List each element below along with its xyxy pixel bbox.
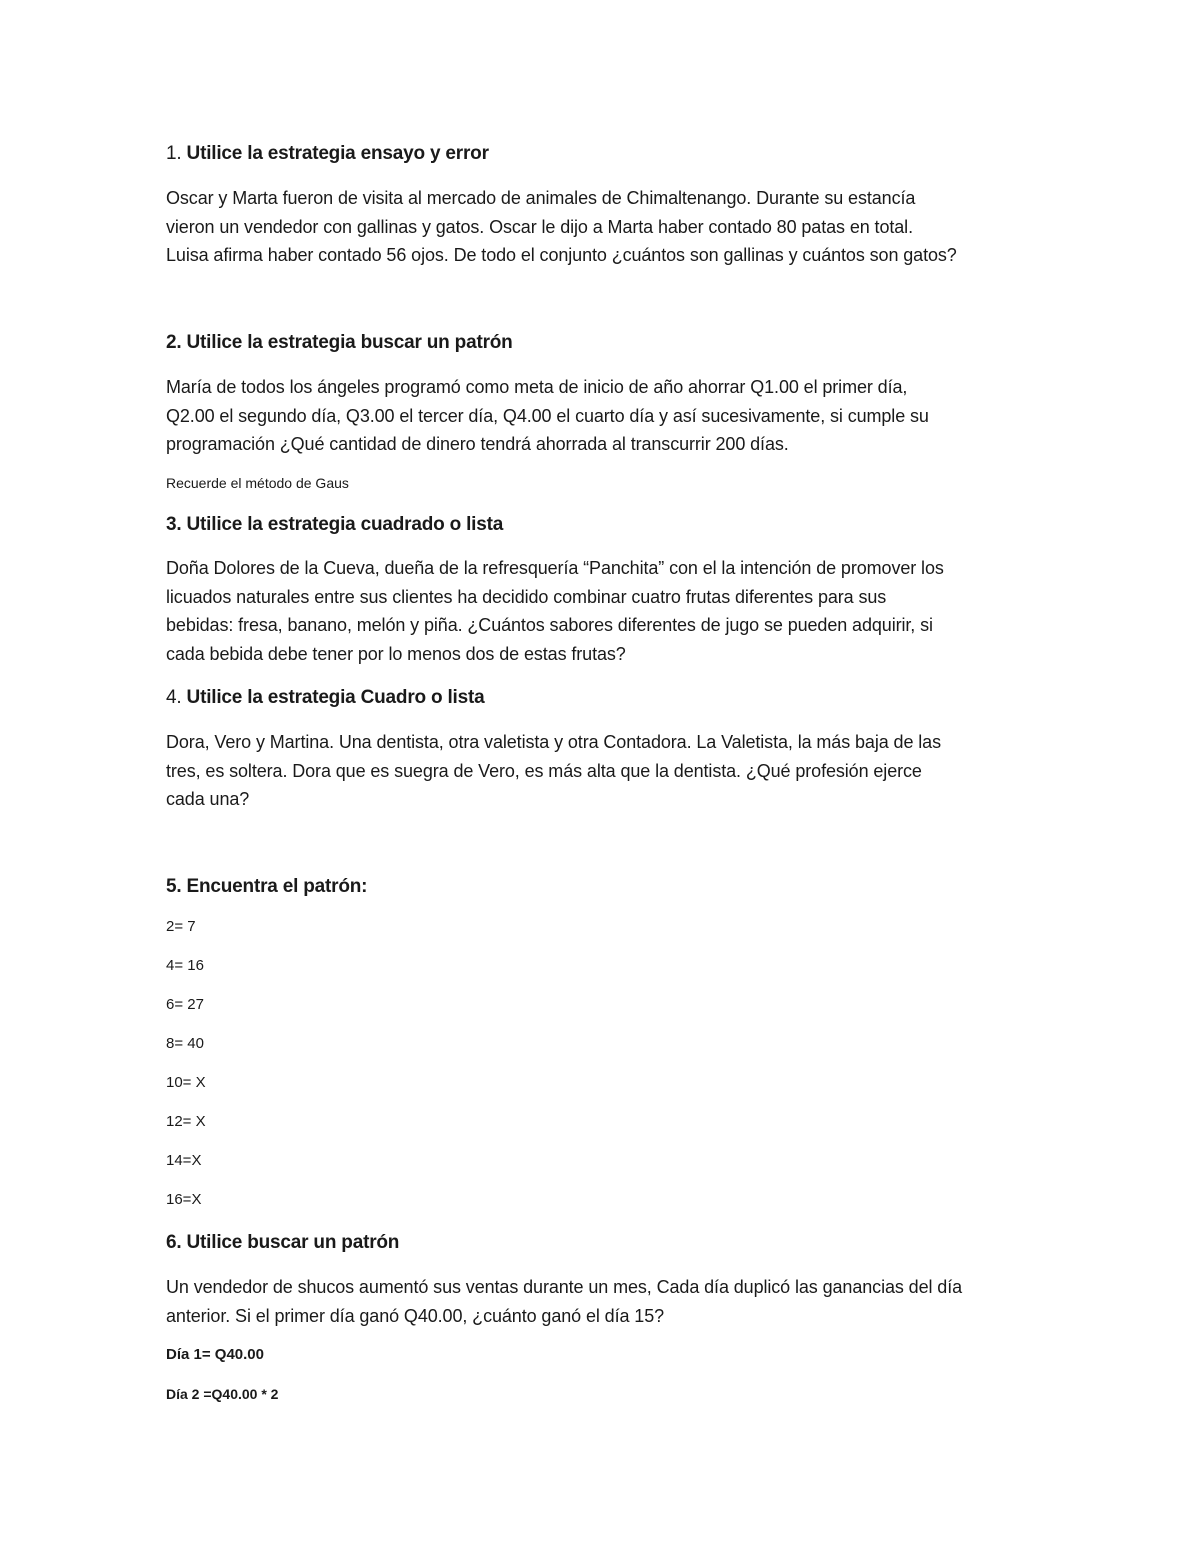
question-6-heading: 6. Utilice buscar un patrón	[166, 1232, 400, 1253]
question-3-line: cada bebida debe tener por lo menos dos de estas frutas?	[166, 643, 626, 664]
question-1-number: 1.	[166, 143, 182, 164]
question-4-line: tres, es soltera. Dora que es suegra de Vero, es más alta que la dentista. ¿Qué profesión ejerce	[166, 760, 922, 781]
question-4-title: Utilice la estrategia Cuadro o lista	[186, 687, 485, 708]
pattern-item: 16=X	[166, 1191, 202, 1208]
question-2-line: Q2.00 el segundo día, Q3.00 el tercer día, Q4.00 el cuarto día y así sucesivamente, si cumple su	[166, 405, 929, 426]
day-2-value: Día 2 =Q40.00 * 2	[166, 1386, 279, 1402]
day-1-value: Día 1= Q40.00	[166, 1346, 264, 1363]
question-1-heading	[166, 141, 1046, 167]
pattern-item: 2= 7	[166, 918, 196, 935]
question-4-number: 4.	[166, 687, 182, 708]
question-1-line: Oscar y Marta fueron de visita al mercado de animales de Chimaltenango. Durante su estancía	[166, 188, 916, 208]
pattern-item: 14=X	[166, 1152, 202, 1169]
question-6-line: Un vendedor de shucos aumentó sus ventas durante un mes, Cada día duplicó las ganancias del día	[166, 1277, 963, 1297]
question-1-line: vieron un vendedor con gallinas y gatos. Oscar le dijo a Marta haber contado 80 patas en total.	[166, 216, 913, 237]
question-6-text	[166, 1273, 1046, 1330]
question-4-text	[166, 728, 1046, 814]
question-2-line: María de todos los ángeles programó como meta de inicio de año ahorrar Q1.00 el primer día,	[166, 377, 908, 397]
pattern-item: 4= 16	[166, 957, 204, 974]
question-3-line: bebidas: fresa, banano, melón y piña. ¿Cuántos sabores diferentes de jugo se pueden adquirir, si	[166, 615, 933, 635]
pattern-item: 8= 40	[166, 1035, 204, 1052]
question-3-line: licuados naturales entre sus clientes ha decidido combinar cuatro frutas diferentes para sus	[166, 586, 887, 607]
question-5-heading: 5. Encuentra el patrón:	[166, 876, 368, 897]
question-1-line: Luisa afirma haber contado 56 ojos. De todo el conjunto ¿cuántos son gallinas y cuántos son gatos?	[166, 245, 957, 265]
question-4-heading	[166, 685, 1046, 711]
question-1-text	[166, 184, 1046, 270]
question-6-line: anterior. Si el primer día ganó Q40.00, ¿cuánto ganó el día 15?	[166, 1305, 665, 1326]
pattern-item: 12= X	[166, 1113, 206, 1130]
question-2-text	[166, 373, 1046, 459]
question-4-line: Dora, Vero y Martina. Una dentista, otra valetista y otra Contadora. La Valetista, la más baja de las	[166, 732, 941, 752]
question-2-heading: 2. Utilice la estrategia buscar un patrón	[166, 332, 513, 353]
question-4-line: cada una?	[166, 789, 250, 809]
question-2-note: Recuerde el método de Gaus	[166, 475, 349, 491]
question-3-heading: 3. Utilice la estrategia cuadrado o lista	[166, 514, 504, 535]
question-1-title: Utilice la estrategia ensayo y error	[186, 143, 489, 164]
question-3-line: Doña Dolores de la Cueva, dueña de la refresquería “Panchita” con el la intención de promover los	[166, 558, 944, 578]
question-2-line: programación ¿Qué cantidad de dinero tendrá ahorrada al transcurrir 200 días.	[166, 434, 789, 454]
pattern-item: 10= X	[166, 1074, 206, 1091]
question-3-text	[166, 554, 1046, 668]
pattern-item: 6= 27	[166, 996, 204, 1013]
